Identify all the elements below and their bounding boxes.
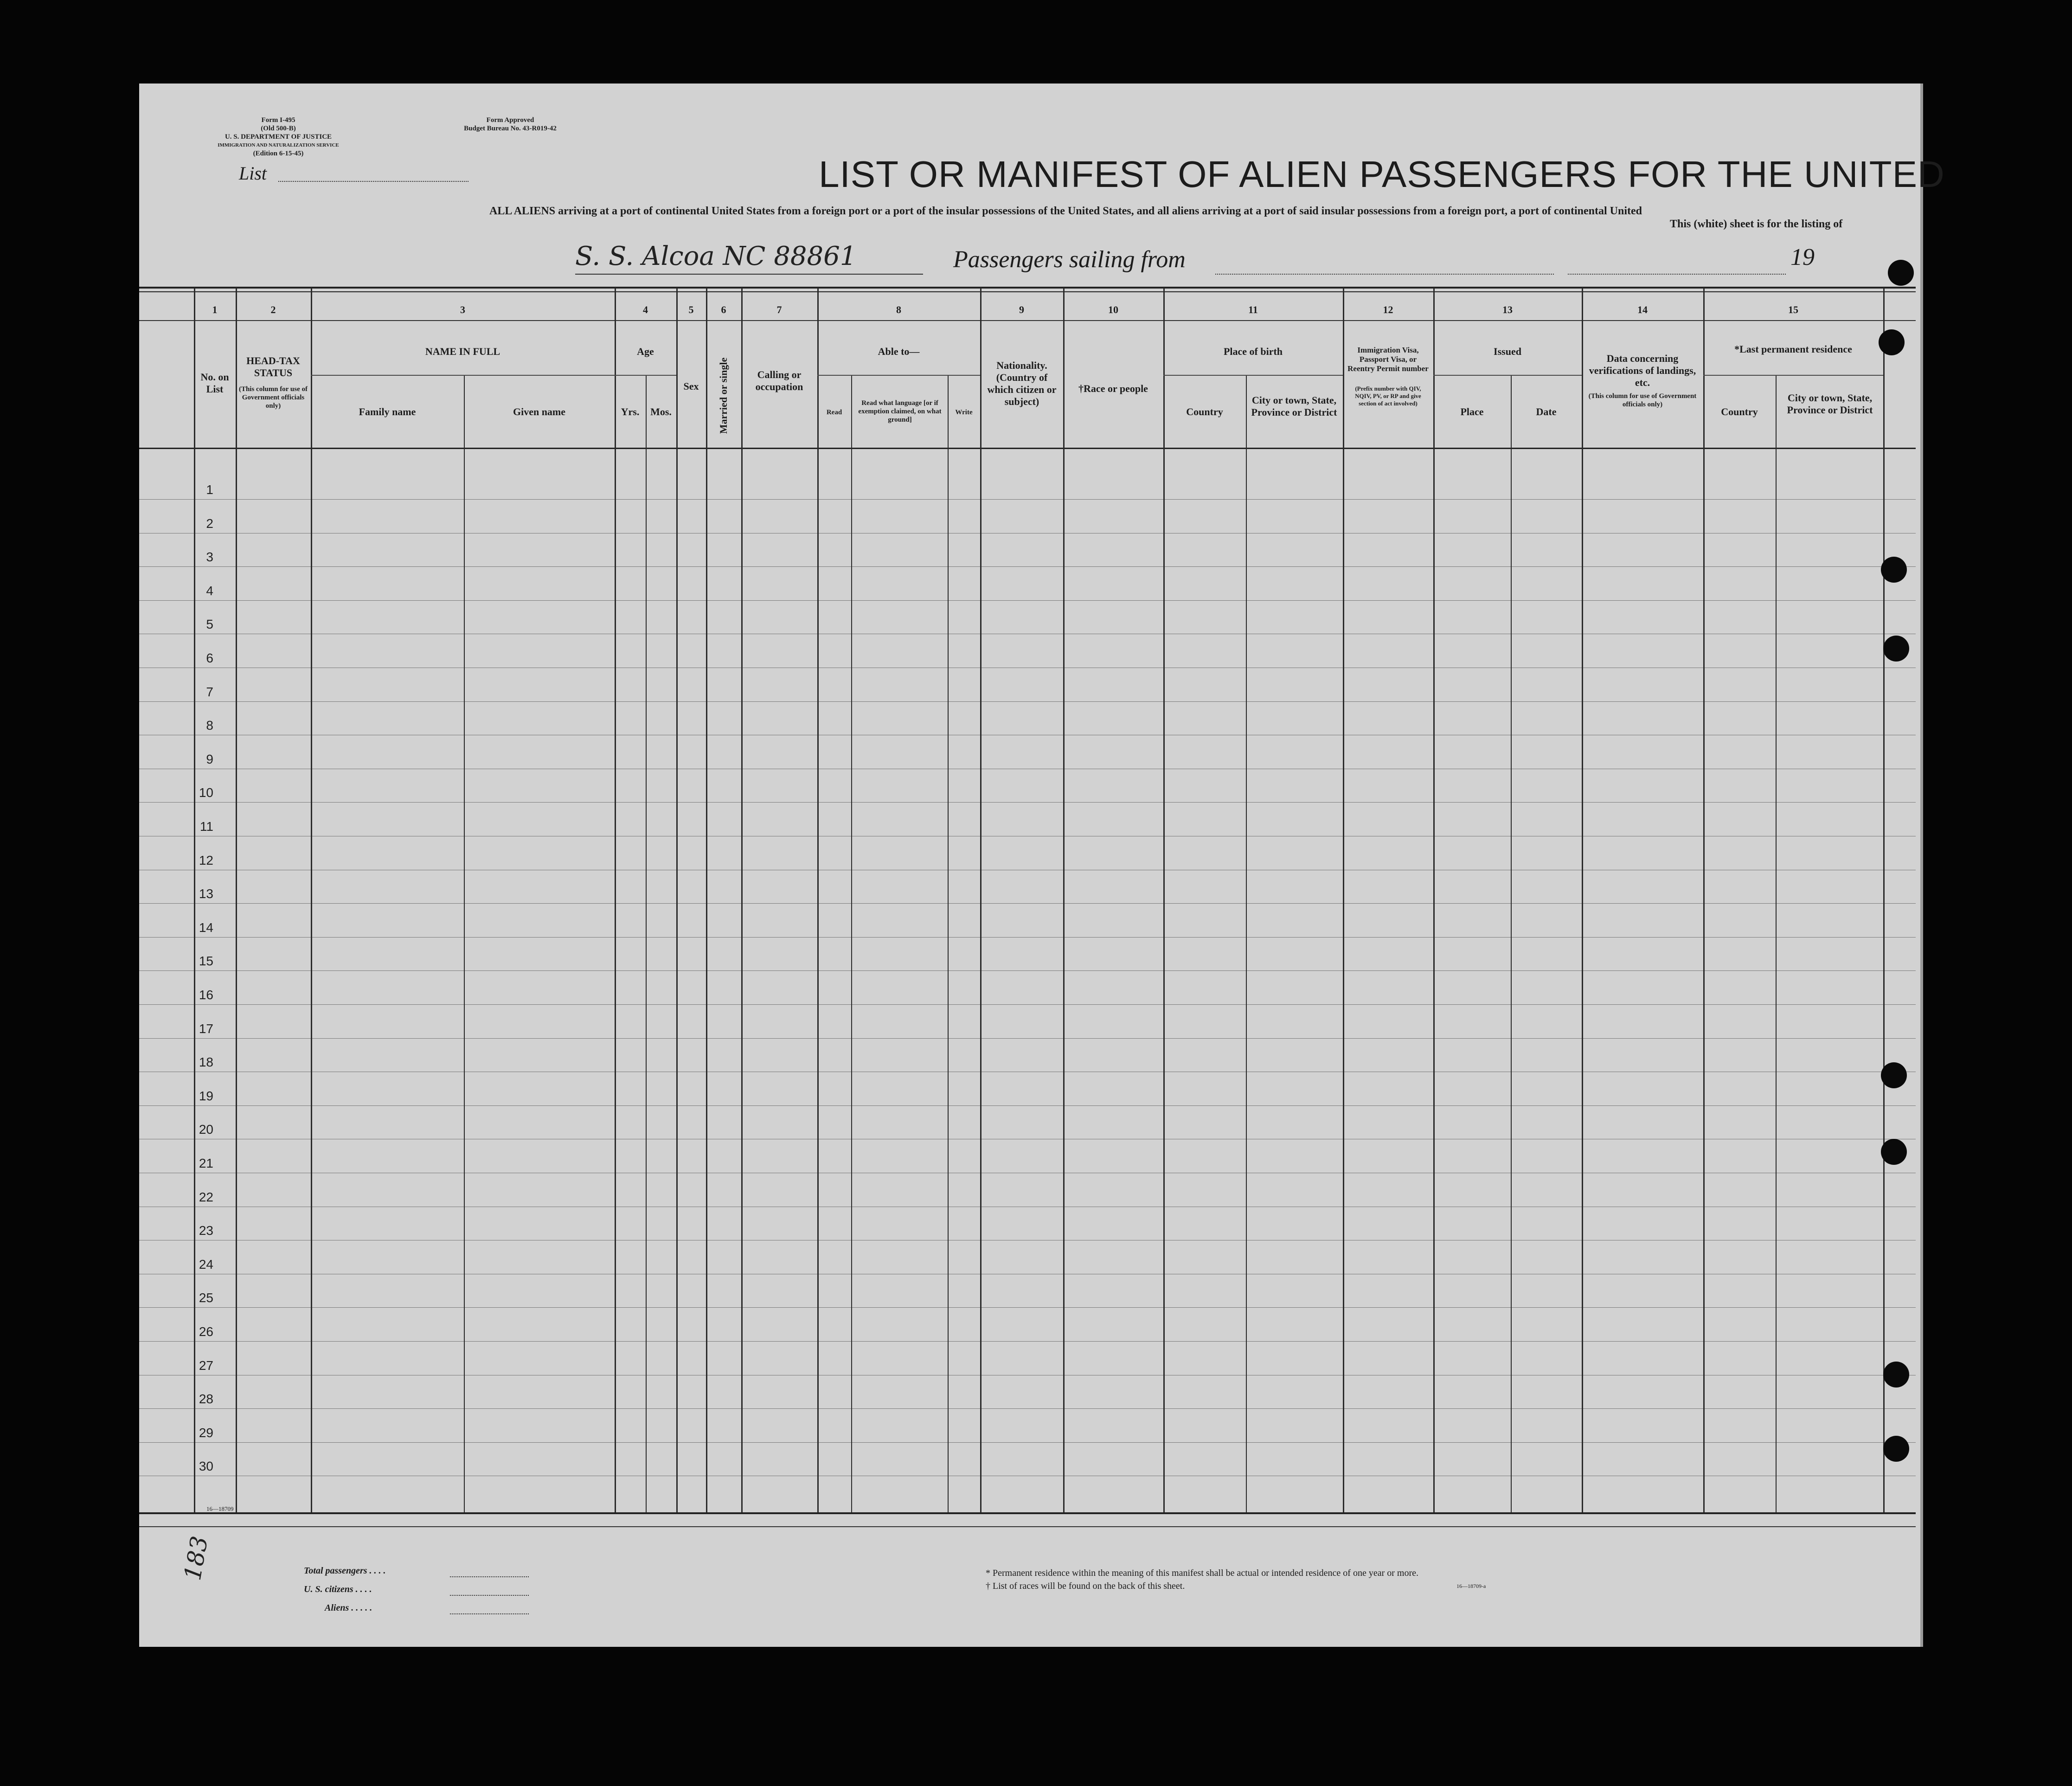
header-family-name: Family name	[359, 406, 416, 418]
row-rule	[139, 1004, 1916, 1005]
col-number-14: 14	[1637, 304, 1648, 315]
col-divider	[980, 288, 981, 1512]
binding-hole	[1883, 1362, 1909, 1388]
col-number-4: 4	[643, 304, 648, 315]
row-number: 16	[199, 988, 213, 1002]
header-verifications: Data concerning verifications of landings, etc.	[1589, 353, 1696, 388]
row-number: 23	[199, 1223, 213, 1238]
header-age-months: Mos.	[650, 406, 672, 418]
row-number: 11	[199, 819, 213, 834]
col-divider	[236, 288, 237, 1512]
row-number: 18	[199, 1055, 213, 1070]
header-age-years: Yrs.	[621, 406, 640, 418]
row-rule	[139, 600, 1916, 601]
row-number: 7	[206, 684, 213, 699]
row-rule	[139, 499, 1916, 500]
header-birth-country: Country	[1186, 406, 1223, 418]
total-passengers-label: Total passengers . . . .	[304, 1566, 386, 1576]
row-number: 25	[199, 1291, 213, 1305]
list-number-line	[278, 181, 468, 182]
header-issued-place: Place	[1460, 406, 1484, 418]
col-divider	[1776, 376, 1777, 1512]
row-number: 20	[199, 1122, 213, 1137]
col-number-1: 1	[212, 304, 218, 315]
header-residence-country: Country	[1721, 406, 1758, 418]
row-number: 9	[206, 752, 213, 766]
subheader-rule	[615, 375, 676, 376]
list-label: List	[239, 163, 267, 184]
col-divider	[676, 288, 678, 1512]
row-rule	[139, 1408, 1916, 1409]
col-divider	[615, 288, 616, 1512]
subheader-rule	[311, 375, 615, 376]
footnote-races: † List of races will be found on the back of this sheet.	[986, 1581, 1185, 1591]
instruction-line-1: ALL ALIENS arriving at a port of continental United States from a foreign port or a port of the insular possessions of the United States, and all aliens arriving at a port of said insular possessions from a foreign port, a port of continental United	[489, 205, 1642, 217]
header-place-of-birth: Place of birth	[1223, 346, 1283, 357]
col-divider	[948, 376, 949, 1512]
print-code-right: 16—18709-a	[1456, 1583, 1486, 1589]
col-divider	[311, 288, 312, 1512]
header-married-single: Married or single	[718, 357, 729, 434]
row-number: 24	[199, 1257, 213, 1272]
subheader-rule	[1163, 375, 1343, 376]
table-bottom-rule	[139, 1512, 1916, 1514]
row-number: 3	[206, 550, 213, 565]
row-rule	[139, 970, 1916, 971]
row-number: 14	[199, 920, 213, 935]
header-occupation: Calling or occupation	[755, 369, 803, 392]
subheader-rule	[817, 375, 980, 376]
binding-hole	[1883, 636, 1909, 662]
row-number: 21	[199, 1156, 213, 1170]
total-passengers-line	[450, 1576, 529, 1577]
us-citizens-label: U. S. citizens . . . .	[304, 1584, 372, 1594]
header-verifications-note: (This column for use of Government officials only)	[1588, 392, 1697, 408]
port-line	[1215, 274, 1554, 275]
col-number-13: 13	[1502, 304, 1513, 315]
row-number: 6	[206, 651, 213, 665]
approval-block	[436, 116, 584, 133]
row-number: 15	[199, 954, 213, 969]
form-approved: Form Approved	[486, 116, 534, 124]
col-divider	[1703, 288, 1705, 1512]
header-write: Write	[955, 409, 973, 416]
header-no-on-list: No. on List	[200, 371, 229, 395]
header-age: Age	[637, 346, 654, 357]
header-nationality: Nationality. (Country of which citizen or subject)	[987, 360, 1057, 407]
col-divider	[1343, 288, 1344, 1512]
row-rule	[139, 701, 1916, 702]
table-top-rule	[139, 287, 1916, 289]
form-info-block	[209, 116, 348, 158]
row-number: 19	[199, 1088, 213, 1103]
column-number-rule	[139, 320, 1916, 321]
col-number-8: 8	[896, 304, 901, 315]
row-rule	[139, 1341, 1916, 1342]
old-form-number: (Old 500-B)	[261, 125, 296, 132]
header-issued: Issued	[1494, 346, 1521, 357]
row-number: 17	[199, 1021, 213, 1036]
header-head-tax: HEAD-TAX STATUS	[246, 355, 300, 379]
row-rule	[139, 937, 1916, 938]
col-divider	[1246, 376, 1247, 1512]
vessel-name-handwritten: S. S. Alcoa NC 88861	[575, 241, 857, 271]
col-divider	[1582, 288, 1583, 1512]
row-number: 1	[206, 482, 213, 497]
col-number-9: 9	[1019, 304, 1024, 315]
page-title: LIST OR MANIFEST OF ALIEN PASSENGERS FOR THE UNITED	[819, 154, 1945, 195]
row-number: 27	[199, 1358, 213, 1373]
col-divider	[646, 376, 647, 1512]
binding-hole	[1881, 1062, 1907, 1088]
row-rule	[139, 802, 1916, 803]
row-number: 13	[199, 887, 213, 901]
service-name: IMMIGRATION AND NATURALIZATION SERVICE	[218, 142, 339, 148]
row-number: 10	[199, 785, 213, 800]
row-number: 5	[206, 617, 213, 632]
header-visa-number: Immigration Visa, Passport Visa, or Reentry Permit number	[1347, 346, 1429, 373]
col-divider	[1511, 376, 1512, 1512]
row-rule	[139, 903, 1916, 904]
binding-hole	[1888, 260, 1914, 286]
header-read-language: Read what language [or if exemption claimed, on what ground]	[858, 399, 942, 424]
aliens-label: Aliens . . . . .	[325, 1603, 372, 1613]
aliens-line	[450, 1613, 529, 1614]
col-divider	[706, 288, 707, 1512]
col-number-5: 5	[688, 304, 694, 315]
header-last-residence: *Last permanent residence	[1734, 343, 1852, 355]
col-number-2: 2	[270, 304, 276, 315]
passengers-sailing-label: Passengers sailing from	[953, 246, 1186, 273]
row-number: 29	[199, 1425, 213, 1440]
col-number-6: 6	[721, 304, 726, 315]
col-divider	[1163, 288, 1165, 1512]
binding-hole	[1881, 557, 1907, 583]
row-number: 4	[206, 583, 213, 598]
footnote-residence: * Permanent residence within the meaning of this manifest shall be actual or intended residence of one year or more.	[986, 1568, 1419, 1578]
binding-hole	[1879, 329, 1905, 355]
us-citizens-line	[450, 1595, 529, 1596]
col-number-10: 10	[1108, 304, 1118, 315]
department-name: U. S. DEPARTMENT OF JUSTICE	[225, 133, 332, 141]
col-number-11: 11	[1248, 304, 1258, 315]
col-number-12: 12	[1383, 304, 1393, 315]
table-top-rule-2	[139, 291, 1916, 292]
binding-hole	[1881, 1139, 1907, 1165]
col-divider	[851, 376, 852, 1512]
row-rule	[139, 1307, 1916, 1308]
table-bottom-rule-2	[139, 1526, 1916, 1527]
budget-number: Budget Bureau No. 43-R019-42	[464, 125, 557, 132]
date-line	[1568, 274, 1786, 275]
header-bottom-rule	[139, 448, 1916, 449]
margin-handwritten-number: 183	[179, 1534, 213, 1583]
row-number: 2	[206, 516, 213, 531]
col-number-15: 15	[1788, 304, 1798, 315]
col-number-3: 3	[460, 304, 465, 315]
header-sex: Sex	[683, 380, 699, 392]
header-residence-city: City or town, State, Province or District	[1787, 392, 1873, 416]
row-rule	[139, 1038, 1916, 1039]
header-given-name: Given name	[513, 406, 566, 418]
row-rule	[139, 1442, 1916, 1443]
col-divider	[1883, 288, 1885, 1512]
row-number: 12	[199, 853, 213, 867]
form-number: Form I-495	[261, 116, 295, 124]
col-divider	[464, 376, 465, 1512]
header-visa-note: (Prefix number with QIV, NQIV, PV, or RP and give section of act involved)	[1355, 385, 1421, 407]
subheader-rule	[1433, 375, 1582, 376]
header-able-to: Able to—	[878, 346, 920, 357]
header-birth-city: City or town, State, Province or District	[1251, 394, 1337, 418]
print-code-left: 16—18709	[206, 1505, 234, 1512]
col-divider	[1063, 288, 1065, 1512]
header-race: †Race or people	[1078, 383, 1148, 394]
instruction-line-2: This (white) sheet is for the listing of	[1670, 218, 1843, 230]
binding-hole	[1883, 1436, 1909, 1462]
row-rule	[139, 1105, 1916, 1106]
header-issued-date: Date	[1536, 406, 1557, 418]
col-divider	[1433, 288, 1435, 1512]
row-number: 26	[199, 1324, 213, 1339]
vessel-underline	[575, 274, 923, 275]
year-label: 19	[1790, 244, 1815, 270]
row-number: 30	[199, 1459, 213, 1474]
subheader-rule	[1703, 375, 1883, 376]
header-name-in-full: NAME IN FULL	[425, 346, 500, 357]
col-number-7: 7	[776, 304, 782, 315]
col-divider	[741, 288, 743, 1512]
manifest-sheet	[139, 84, 1945, 1647]
row-number: 22	[199, 1189, 213, 1204]
header-head-tax-note: (This column for use of Government officials only)	[238, 385, 308, 410]
header-read: Read	[826, 409, 842, 416]
col-divider	[817, 288, 819, 1512]
row-number: 8	[206, 718, 213, 733]
row-rule	[139, 566, 1916, 567]
row-number: 28	[199, 1392, 213, 1407]
edition-date: (Edition 6-15-45)	[253, 150, 304, 157]
